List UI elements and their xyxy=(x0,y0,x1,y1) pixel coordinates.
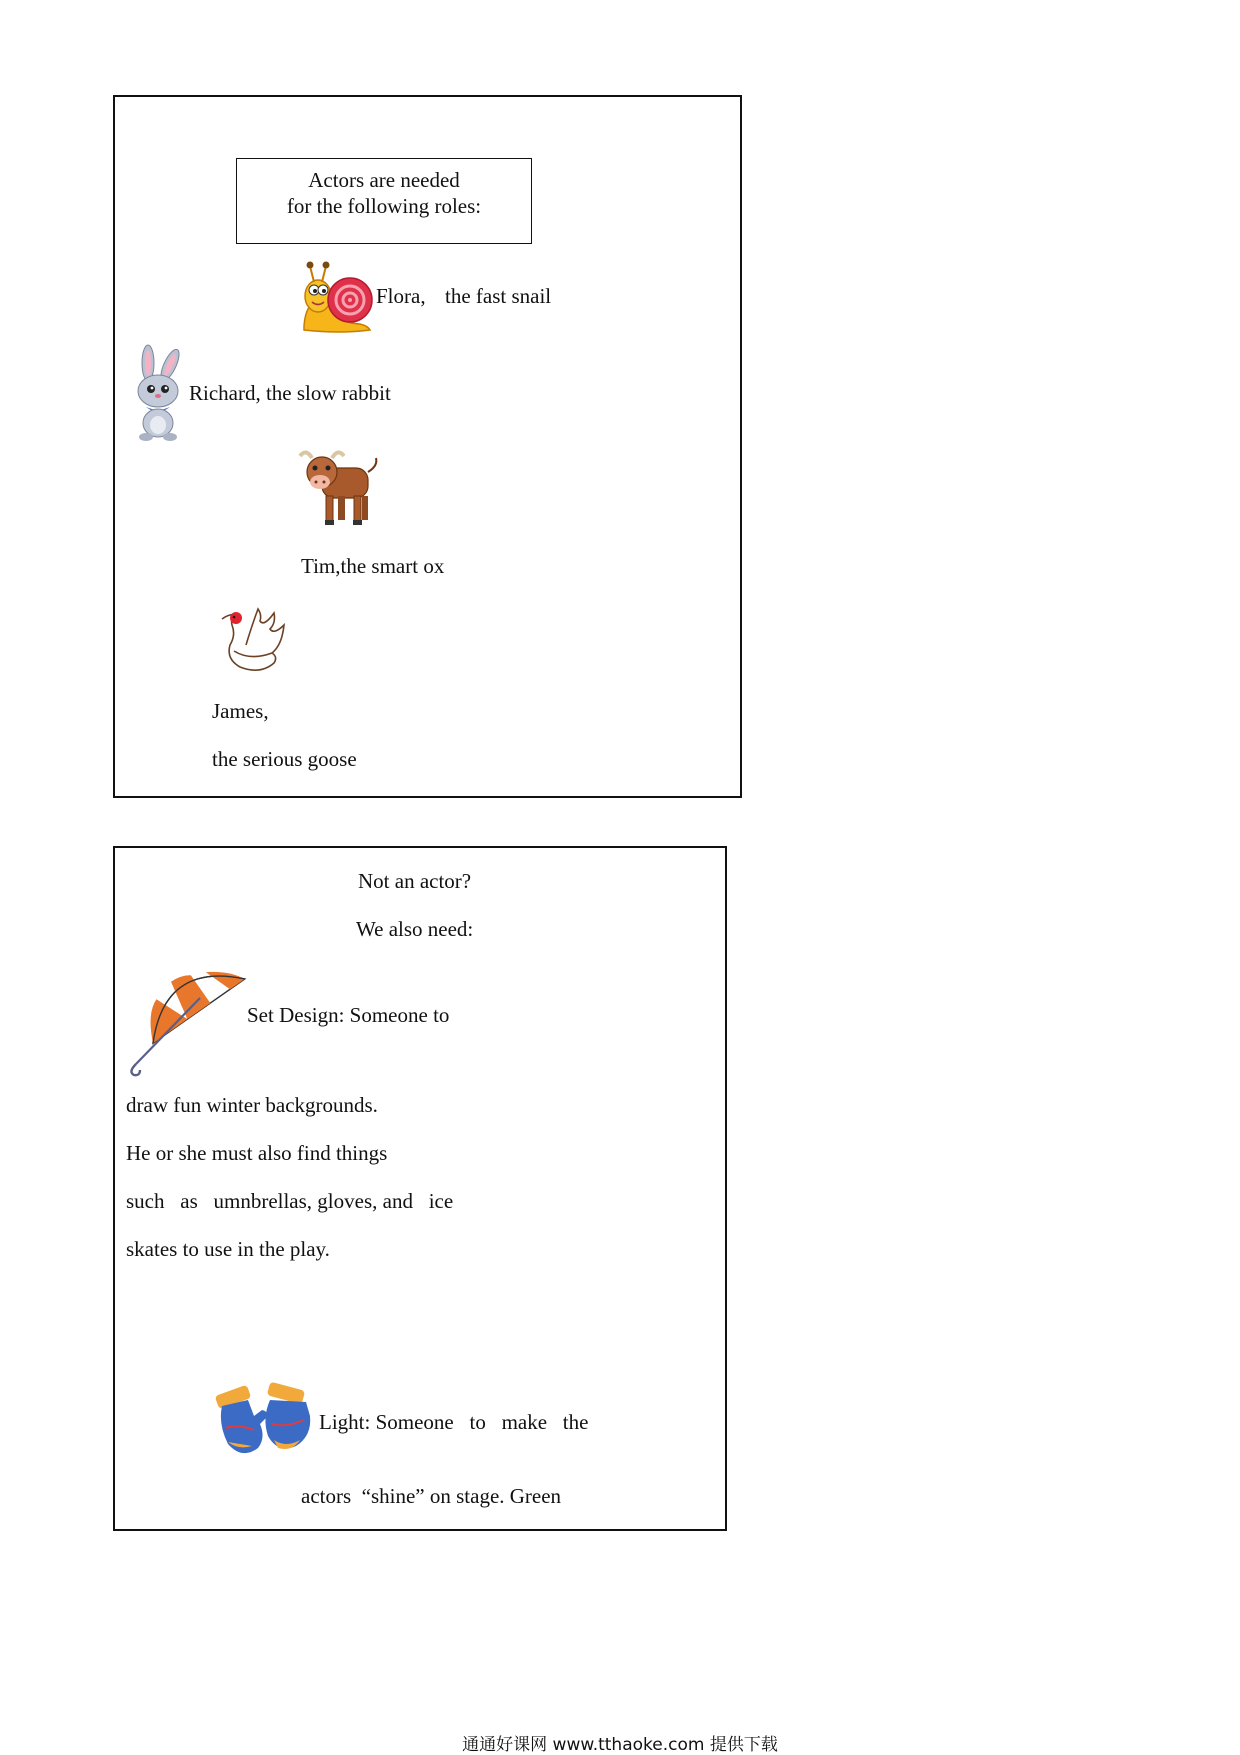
light-heading: Light: Someone to make the xyxy=(319,1410,589,1434)
set-design-heading: Set Design: Someone to xyxy=(247,1003,450,1027)
actors-header-line1: Actors are needed xyxy=(308,168,460,192)
set-design-line4: skates to use in the play. xyxy=(126,1237,330,1261)
footer-watermark: 通通好课网 www.tthaoke.com 提供下载 xyxy=(462,1735,778,1755)
umbrella-icon xyxy=(126,962,240,1076)
snail-icon xyxy=(300,260,376,336)
set-design-line2: He or she must also find things xyxy=(126,1141,388,1165)
ox-icon xyxy=(298,446,382,530)
tim-role: Tim,the smart ox xyxy=(301,554,445,578)
rabbit-icon xyxy=(130,345,190,441)
flora-role: the fast snail xyxy=(445,284,552,308)
richard-role: Richard, the slow rabbit xyxy=(189,381,391,405)
flora-name: Flora, xyxy=(376,284,426,308)
james-role: the serious goose xyxy=(212,747,357,771)
light-line1: actors “shine” on stage. Green xyxy=(301,1484,562,1508)
actors-header-line2: for the following roles: xyxy=(286,194,482,218)
actors-header-box xyxy=(236,158,532,244)
crew-intro-line1: Not an actor? xyxy=(358,869,472,893)
james-name: James, xyxy=(212,699,269,723)
set-design-line3: such as umnbrellas, gloves, and ice xyxy=(126,1189,454,1213)
crew-intro-line2: We also need: xyxy=(356,917,474,941)
mittens-icon xyxy=(214,1384,314,1460)
set-design-line1: draw fun winter backgrounds. xyxy=(126,1093,378,1117)
goose-icon xyxy=(216,605,288,677)
